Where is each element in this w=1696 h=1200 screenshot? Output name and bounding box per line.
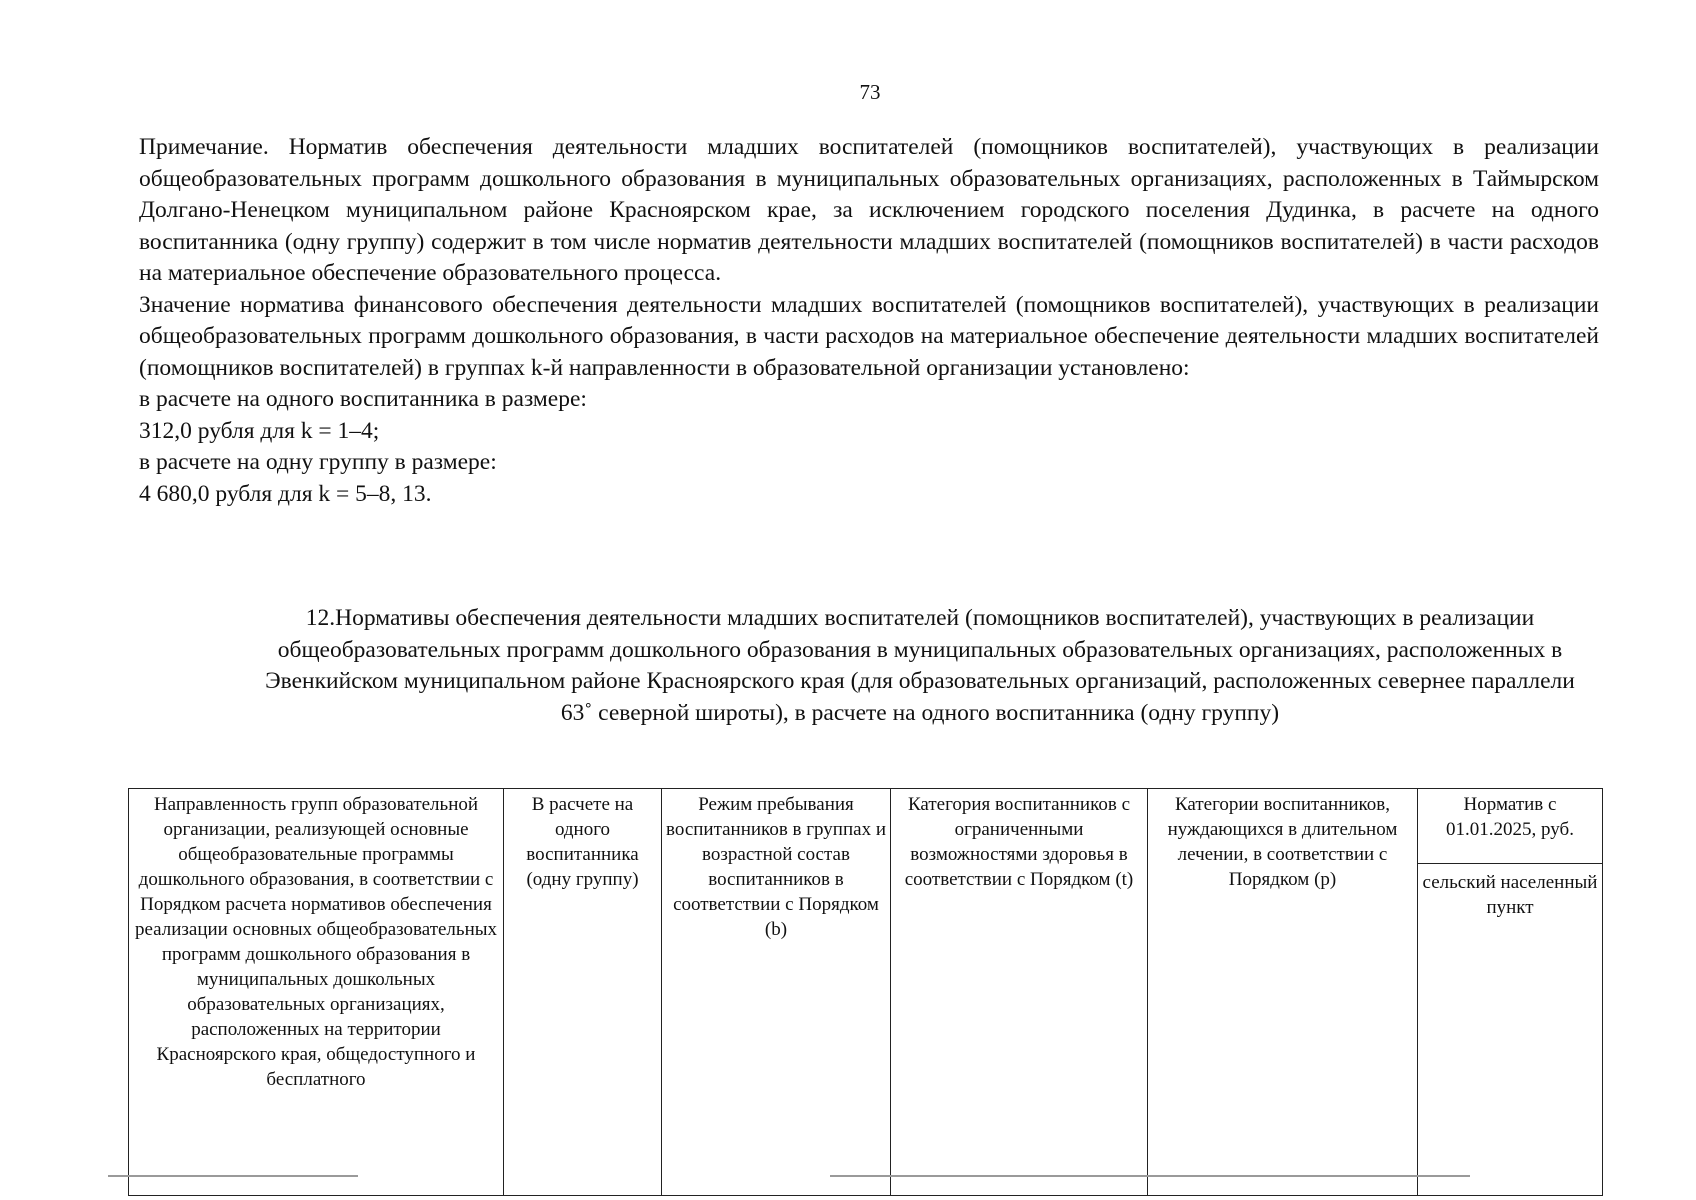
norms-table	[128, 788, 1603, 1196]
page-number: 73	[859, 80, 881, 104]
per-group-line: в расчете на одну группу в размере:	[139, 449, 497, 475]
per-child-value-line: 312,0 рубля для k = 1–4;	[139, 417, 380, 444]
per-group-value-line: 4 680,0 рубля для k = 5–8, 13.	[139, 480, 432, 507]
table-header-row	[129, 789, 1603, 864]
scan-artifact-line	[830, 1175, 1470, 1177]
header-category-p: Категории воспитанников, нуждающихся в длительном лечении, в соответствии с Порядком (p)	[1148, 789, 1418, 1196]
per-child-line: в расчете на одного воспитанника в размере:	[139, 386, 587, 412]
header-norm: Норматив с 01.01.2025, руб.	[1418, 789, 1603, 864]
header-orientation: Направленность групп образовательной организации, реализующей основные общеобразовательные программы дошкольного образования, в соответствии с Порядком расчета нормативов обеспечения реализации основных общеобразовательных программ дошкольного образования в муниципальных дошкольных образовательных организациях, расположенных на территории Красноярского края, общедоступного и бесплатного	[129, 789, 504, 1196]
value-paragraph: Значение норматива финансового обеспечения деятельности младших воспитателей (помощников воспитателей), участвующих в реализации общеобразовательных программ дошкольного образования, в части расходов на материальное обеспечение деятельности младших воспитателей (помощников воспитателей) в группах k-й направленности в образовательной организации установлено:	[139, 291, 1599, 381]
header-category-t: Категория воспитанников с ограниченными возможностями здоровья в соответствии с Порядком (t)	[891, 789, 1148, 1196]
header-rural: сельский населенный пункт	[1418, 864, 1603, 1196]
section-title: 12.Нормативы обеспечения деятельности младших воспитателей (помощников воспитателей), участвующих в реализации общеобразовательных программ дошкольного образования в муниципальных образовательных организациях, расположенных в Эвенкийском муниципальном районе Красноярского края (для образовательных организаций, расположенных севернее параллели 63˚ северной широты), в расчете на одного воспитанника (одну группу)	[265, 605, 1575, 726]
header-per-unit: В расчете на одного воспитанника (одну группу)	[504, 789, 662, 1196]
body-text	[139, 132, 1599, 510]
header-regime: Режим пребывания воспитанников в группах и возрастной состав воспитанников в соответствии с Порядком (b)	[662, 789, 891, 1196]
note-paragraph: Примечание. Норматив обеспечения деятельности младших воспитателей (помощников воспитателей), участвующих в реализации общеобразовательных программ дошкольного образования в муниципальных образовательных организациях, расположенных в Таймырском Долгано-Ненецком муниципальном районе Красноярском крае, за исключением городского поселения Дудинка, в расчете на одного воспитанника (одну группу) содержит в том числе норматив деятельности младших воспитателей (помощников воспитателей) в части расходов на материальное обеспечение образовательного процесса.	[139, 134, 1599, 286]
scan-artifact-line	[108, 1175, 358, 1177]
